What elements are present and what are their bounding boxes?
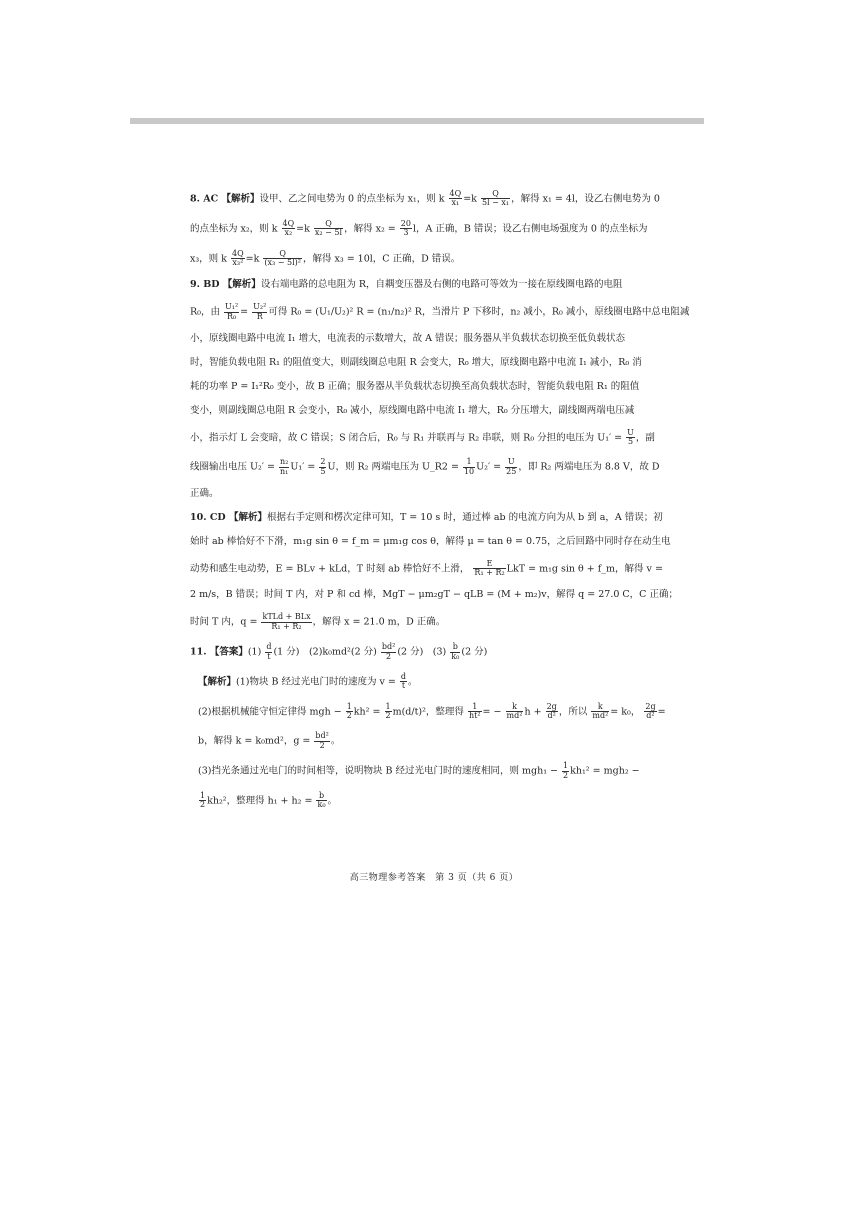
fraction xyxy=(346,703,353,721)
q11-text: = − xyxy=(482,706,502,718)
q9-line-4: 时，智能负载电阻 R₁ 的阻值变大，则副线圈总电阻 R 会变大，R₀ 增大，原线圈电路中电流 I₁ 减小，R₀ 消 xyxy=(190,356,642,368)
fraction xyxy=(385,703,392,721)
fraction xyxy=(224,303,239,321)
q10-text: LkT = m₁g sin θ + f_m，解得 v = xyxy=(506,563,663,575)
question-11 xyxy=(190,642,666,810)
denominator: R₁ + R₂ xyxy=(474,568,505,578)
numerator: 2g xyxy=(645,701,656,711)
denominator: d² xyxy=(646,711,655,721)
denominator: 25 xyxy=(506,466,517,476)
denominator: n₁ xyxy=(280,466,289,476)
numerator: U xyxy=(505,458,517,467)
q10-text: ，解得 x = 21.0 m，D 正确。 xyxy=(312,616,446,628)
q8-text: ，解得 x₂ = xyxy=(344,223,396,235)
q8-line-1 xyxy=(190,189,660,208)
denominator: x₁ xyxy=(451,198,460,208)
fraction xyxy=(381,643,396,661)
numerator: E xyxy=(473,560,505,569)
q10-text: 时间 T 内，q = xyxy=(190,616,258,628)
numerator: d xyxy=(400,671,407,681)
q9-text: R₀，由 xyxy=(190,306,220,318)
q9-line-5: 耗的功率 P = I₁²R₀ 变小，故 B 正确；服务器从半负载状态切换至高负载状态时，智能负载电阻 R₁ 的阻值 xyxy=(190,380,640,392)
numerator: Q xyxy=(481,190,510,199)
fraction xyxy=(252,303,267,321)
q8-text: 的点坐标为 x₂，则 k xyxy=(190,223,278,235)
q11-answer-line xyxy=(190,643,650,661)
numerator: 4Q xyxy=(282,218,295,228)
q8-line-2 xyxy=(190,220,650,238)
numerator: 1 xyxy=(468,703,482,712)
q11-text: m(d/t)²，整理得 xyxy=(392,706,464,718)
denominator: R₁ + R₂ xyxy=(271,621,302,631)
numerator: 1 xyxy=(563,761,569,771)
q10-line-1 xyxy=(190,511,663,524)
fraction xyxy=(400,220,412,238)
q8-head: 8. AC 【解析】 xyxy=(190,193,260,205)
denominator: 2 xyxy=(200,800,206,810)
q11-text: (1) xyxy=(247,646,262,658)
q9-text: U₂′ = xyxy=(476,461,502,473)
q11-text: (2)根据机械能守恒定律得 mgh − xyxy=(198,706,342,718)
q9-text: 可得 R₀ = (U₁/U₂)² R = (n₁/n₂)² R，当滑片 P 下移时，n₂ 减小，R₀ 减小，原线圈电路中总电阻减 xyxy=(268,306,690,318)
numerator: kTLd + BLx xyxy=(262,612,311,622)
q9-line-6: 变小，则副线圈总电阻 R 会变小，R₀ 减小，原线圈电路中电流 I₁ 增大，R₀ 分压增大，副线圈两端电压减 xyxy=(190,404,635,416)
q9-text: 小，指示灯 L 会变暗，故 C 错误；S 闭合后，R₀ 与 R₁ 并联再与 R₂ 串联，则 R₀ 分担的电压为 U₁′ = xyxy=(190,431,623,443)
denominator: 2 xyxy=(563,770,569,780)
denominator: x₂ − 5l xyxy=(314,228,343,238)
denominator: md² xyxy=(506,711,523,721)
q9-text: U，则 R₂ 两端电压为 U_R2 = xyxy=(327,461,459,473)
q9-line-3: 小，原线圈电路中电流 I₁ 增大，电流表的示数增大，故 A 错误；服务器从半负载状态切换至低负载状态 xyxy=(190,333,626,344)
numerator: U₁² xyxy=(225,302,239,312)
numerator: U xyxy=(627,427,634,437)
fraction xyxy=(450,643,460,661)
q11-text: = xyxy=(657,706,666,718)
q11-head: 11. 【答案】 xyxy=(190,646,248,658)
denominator: 5l − x₁ xyxy=(481,198,510,208)
fraction xyxy=(261,613,311,631)
q11-text: 。 xyxy=(330,735,341,747)
q9-text: = xyxy=(240,306,249,318)
numerator: bd² xyxy=(315,731,329,741)
fraction xyxy=(506,703,524,721)
q11-text: kh² = xyxy=(353,706,381,718)
numerator: 1 xyxy=(200,791,206,801)
q11-line-3 xyxy=(190,732,650,750)
q11-line-4 xyxy=(190,762,650,780)
q10-line-5 xyxy=(190,613,650,631)
denominator: x₃² xyxy=(232,257,244,267)
q9-text: 设右端电路的总电阻为 R，自耦变压器及右侧的电路可等效为一接在原线圈电路的电阻 xyxy=(260,279,623,291)
q8-text: =k xyxy=(245,252,260,264)
denominator: t xyxy=(267,651,271,661)
q11-text: 。 xyxy=(327,795,338,807)
q9-text: ，即 R₂ 两端电压为 8.8 V，故 D xyxy=(518,461,660,473)
denominator: k₀ xyxy=(451,651,460,661)
q11-text: kh₂²，整理得 h₁ + h₂ = xyxy=(207,795,313,807)
denominator: (x₃ − 5l)² xyxy=(264,257,301,267)
q8-text: ，解得 x₁ = 4l，设乙右侧电势为 0 xyxy=(511,193,660,205)
q11-text: (2 分) (3) xyxy=(397,646,447,658)
numerator: k xyxy=(506,703,524,712)
fraction xyxy=(231,250,245,268)
q10-line-3 xyxy=(190,558,663,578)
denominator: 2 xyxy=(386,651,392,661)
q9-head: 9. BD 【解析】 xyxy=(190,279,261,291)
fraction xyxy=(316,792,326,810)
fraction xyxy=(481,190,510,208)
denominator: 3 xyxy=(403,228,409,238)
q11-text: (2 分) xyxy=(461,646,488,658)
numerator: 4Q xyxy=(231,248,244,258)
denominator: R₀ xyxy=(226,311,237,321)
fraction xyxy=(319,458,326,476)
q10-head: 10. CD 【解析】 xyxy=(190,511,267,523)
q11-text: (3)挡光条通过光电门的时间相等，说明物块 B 经过光电门时的速度相同，则 mgh₁ − xyxy=(198,765,558,777)
fraction xyxy=(282,220,296,238)
fraction xyxy=(562,762,569,780)
fraction xyxy=(505,458,517,476)
numerator: Q xyxy=(314,220,343,229)
fraction xyxy=(626,429,635,447)
numerator: 1 xyxy=(463,458,475,467)
q10-text: 动势和感生电动势，E = BLv + kLd，T 时刻 ab 棒恰好不上滑， xyxy=(190,563,470,575)
numerator: 2g xyxy=(546,701,557,711)
answer-content xyxy=(190,189,690,822)
header-rule xyxy=(130,118,704,124)
q11-line-1 xyxy=(190,673,650,691)
q8-text: ，解得 x₃ = 10l，C 正确，D 错误。 xyxy=(303,252,461,264)
q8-text: 设甲、乙之间电势为 0 的点坐标为 x₁，则 k xyxy=(259,193,445,205)
fraction xyxy=(468,703,482,721)
q11-text: = k₀， xyxy=(610,706,641,718)
q8-line-3 xyxy=(190,250,650,268)
q9-text: ，副 xyxy=(635,431,655,443)
question-9 xyxy=(190,279,690,500)
q10-line-2: 始时 ab 棒恰好不下滑，m₁g sin θ = f_m = μm₁g cos θ，解得 μ = tan θ = 0.75，之后回路中同时存在动生电 xyxy=(190,535,671,547)
denominator: md² xyxy=(592,711,609,721)
q9-text: U₁′ = xyxy=(290,461,316,473)
q8-text: =k xyxy=(463,193,477,205)
q11-text: (1)物块 B 经过光电门时的速度为 v = xyxy=(236,676,396,688)
numerator: 4Q xyxy=(449,189,462,198)
fraction xyxy=(644,703,656,721)
q10-line-4: 2 m/s，B 错误；时间 T 内，对 P 和 cd 棒，MgT − μm₂gT − qLB = (M + m₂)v，解得 q = 27.0 C，C 正确； xyxy=(190,589,678,601)
fraction xyxy=(591,703,609,721)
numerator: bd² xyxy=(381,642,396,652)
numerator: b xyxy=(450,643,460,652)
q11-analysis-label: 【解析】 xyxy=(198,676,237,688)
fraction xyxy=(546,703,558,721)
q8-text: =k xyxy=(296,223,310,235)
q11-text: h + xyxy=(524,706,542,718)
question-8 xyxy=(190,189,660,267)
fraction xyxy=(400,673,407,691)
fraction xyxy=(314,732,329,750)
fraction xyxy=(314,220,343,238)
fraction xyxy=(265,643,272,661)
fraction xyxy=(263,250,302,268)
q9-line-9: 正确。 xyxy=(190,488,219,500)
numerator: 1 xyxy=(346,701,352,711)
q9-line-7 xyxy=(190,427,655,447)
numerator: k xyxy=(591,703,609,712)
q8-text: x₃，则 k xyxy=(190,252,227,264)
q11-text: ，所以 xyxy=(558,706,588,718)
q9-line-2 xyxy=(190,302,690,321)
numerator: 2 xyxy=(320,457,326,467)
q9-line-1 xyxy=(190,279,650,291)
q9-text: 线圈输出电压 U₂′ = xyxy=(190,461,275,473)
denominator: ht² xyxy=(468,711,481,721)
fraction xyxy=(463,458,475,476)
numerator: 1 xyxy=(385,701,391,711)
page-footer: 高三物理参考答案 第 3 页（共 6 页） xyxy=(349,873,519,883)
fraction xyxy=(449,190,463,208)
numerator: Q xyxy=(263,250,302,259)
q9-line-8 xyxy=(190,457,660,476)
q11-line-2 xyxy=(190,701,666,721)
denominator: 2 xyxy=(346,711,352,721)
q11-text: kh₁² = mgh₂ − xyxy=(570,765,640,777)
q11-text: 。 xyxy=(408,676,418,688)
q10-text: 根据右手定则和楞次定律可知，T = 10 s 时，通过棒 ab 的电流方向为从 b 到 a，A 错误；初 xyxy=(266,511,663,523)
numerator: U₂² xyxy=(253,302,267,312)
q8-text: l，A 正确，B 错误；设乙右侧电场强度为 0 的点坐标为 xyxy=(412,223,648,235)
denominator: 2 xyxy=(385,711,391,721)
fraction xyxy=(473,560,505,578)
denominator: 10 xyxy=(463,466,475,476)
question-10 xyxy=(190,511,678,631)
numerator: n₂ xyxy=(280,457,289,467)
numerator: b xyxy=(316,792,326,801)
q11-line-5 xyxy=(190,792,650,810)
q11-text: b，解得 k = k₀md²，g = xyxy=(198,735,311,747)
denominator: 5 xyxy=(320,466,326,476)
fraction xyxy=(279,458,289,476)
fraction xyxy=(199,792,206,810)
denominator: 2 xyxy=(319,740,325,750)
denominator: R xyxy=(256,311,263,321)
denominator: 5 xyxy=(628,436,634,446)
denominator: x₂ xyxy=(284,228,293,238)
numerator: 20 xyxy=(400,218,411,228)
denominator: k₀ xyxy=(317,800,326,810)
numerator: d xyxy=(266,642,272,652)
denominator: t xyxy=(401,681,406,691)
q11-text: (1 分) (2)k₀md²(2 分) xyxy=(273,646,377,658)
denominator: d² xyxy=(547,711,556,721)
